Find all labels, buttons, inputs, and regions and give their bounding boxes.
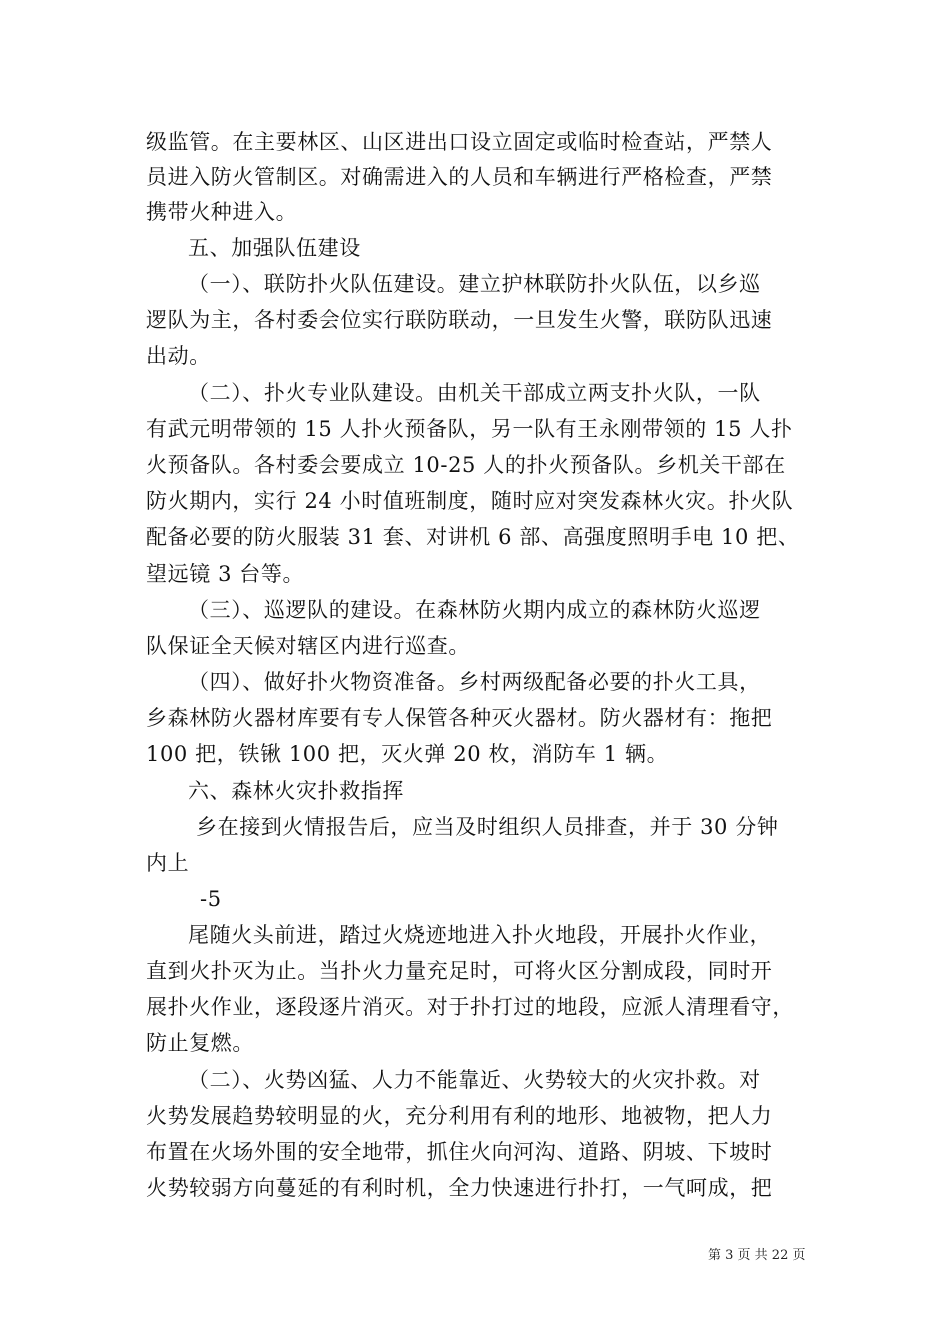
body-text-line: 防止复燃。 (146, 1031, 254, 1055)
body-text-line: 内上 (146, 851, 190, 875)
section-heading: 五、加强队伍建设 (188, 236, 361, 260)
body-text-line: 配备必要的防火服装 31 套、对讲机 6 部、高强度照明手电 10 把、 (146, 525, 800, 549)
page-fragment-number: -5 (200, 887, 222, 911)
body-text-line: 员进入防火管制区。对确需进入的人员和车辆进行严格检查，严禁 (146, 165, 773, 189)
body-text-line: （二）、扑火专业队建设。由机关干部成立两支扑火队，一队 (188, 381, 761, 405)
body-text-line: （一）、联防扑火队伍建设。建立护林联防扑火队伍，以乡巡 (188, 272, 761, 296)
body-text-line: 携带火种进入。 (146, 200, 298, 224)
body-text-line: 防火期内，实行 24 小时值班制度，随时应对突发森林火灾。扑火队 (146, 489, 794, 513)
body-text-line: 布置在火场外围的安全地带，抓住火向河沟、道路、阴坡、下坡时 (146, 1140, 773, 1164)
body-text-line: 级监管。在主要林区、山区进出口设立固定或临时检查站，严禁人 (146, 130, 773, 154)
body-text-line: 乡在接到火情报告后，应当及时组织人员排查，并于 30 分钟 (196, 815, 779, 839)
body-text-line: 逻队为主，各村委会位实行联防联动，一旦发生火警，联防队迅速 (146, 308, 773, 332)
body-text-line: （四）、做好扑火物资准备。乡村两级配备必要的扑火工具， (188, 670, 761, 694)
body-text-line: 展扑火作业，逐段逐片消灭。对于扑打过的地段，应派人清理看守， (146, 995, 794, 1019)
body-text-line: 火势较弱方向蔓延的有利时机，全力快速进行扑打，一气呵成，把 (146, 1176, 773, 1200)
body-text-line: 100 把，铁锹 100 把，灭火弹 20 枚，消防车 1 辆。 (146, 742, 669, 766)
body-text-line: 火预备队。各村委会要成立 10-25 人的扑火预备队。乡机关干部在 (146, 453, 786, 477)
body-text-line: （三）、巡逻队的建设。在森林防火期内成立的森林防火巡逻 (188, 598, 761, 622)
body-text-line: 望远镜 3 台等。 (146, 562, 305, 586)
body-text-line: 乡森林防火器材库要有专人保管各种灭火器材。防火器材有：拖把 (146, 706, 773, 730)
body-text-line: 火势发展趋势较明显的火，充分利用有利的地形、地被物，把人力 (146, 1104, 773, 1128)
body-text-line: 队保证全天候对辖区内进行巡查。 (146, 634, 470, 658)
body-text-line: 尾随火头前进，踏过火烧迹地进入扑火地段，开展扑火作业， (188, 923, 772, 947)
body-text-line: 有武元明带领的 15 人扑火预备队，另一队有王永刚带领的 15 人扑 (146, 417, 793, 441)
section-heading: 六、森林火灾扑救指挥 (188, 779, 404, 803)
body-text-line: 直到火扑灭为止。当扑火力量充足时，可将火区分割成段，同时开 (146, 959, 773, 983)
body-text-line: （二）、火势凶猛、人力不能靠近、火势较大的火灾扑救。对 (188, 1068, 761, 1092)
body-text-line: 出动。 (146, 344, 211, 368)
page-footer: 第 3 页 共 22 页 (708, 1248, 806, 1263)
